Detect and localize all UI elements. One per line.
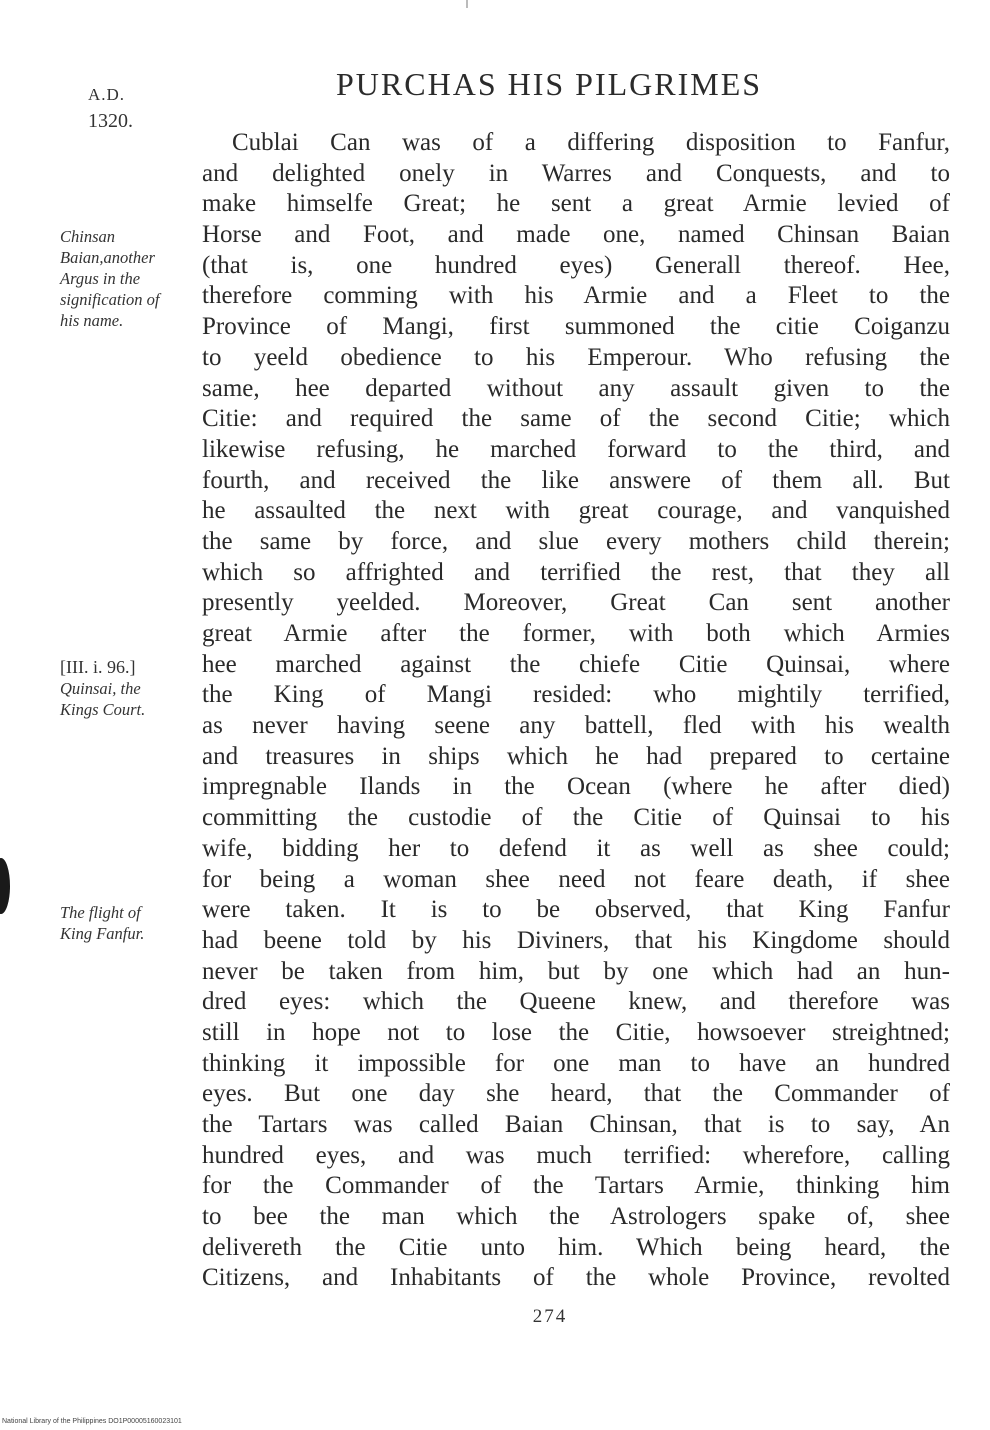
body-line: to bee the man which the Astrologers spake of, shee: [202, 1203, 950, 1231]
body-line: the same by force, and slue every mothers child therein;: [202, 527, 950, 555]
body-line: committing the custodie of the Citie of Quinsai to his: [202, 804, 950, 832]
body-line: and delighted onely in Warres and Conquests, and to: [202, 159, 950, 187]
body-line: Citie: and required the same of the second Citie; which: [202, 405, 950, 433]
body-line: delivereth the Citie unto him. Which being heard, the: [202, 1233, 950, 1261]
body-line: great Armie after the former, with both which Armies: [202, 620, 950, 647]
margin-note-flight: [60, 902, 200, 944]
body-line: therefore comming with his Armie and a Fleet to the: [202, 282, 950, 310]
page-number: 274: [532, 1306, 568, 1327]
margin-note-line: King Fanfur.: [60, 924, 145, 943]
body-line: were taken. It is to be observed, that King Fanfur: [202, 896, 950, 924]
margin-note-quinsai: [60, 657, 200, 720]
year-label: [88, 82, 168, 134]
margin-note-line: The flight of: [60, 903, 141, 922]
margin-note-line: Baian,another: [60, 248, 155, 267]
page-title: PURCHAS HIS PILGRIMES: [336, 66, 763, 102]
body-line: for being a woman shee need not feare death, if shee: [202, 865, 950, 893]
body-line: for the Commander of the Tartars Armie, thinking him: [202, 1172, 950, 1200]
body-line: wife, bidding her to defend it as well as shee could;: [202, 834, 950, 862]
body-line: the King of Mangi resided: who mightily terrified,: [202, 681, 950, 709]
body-line: (that is, one hundred eyes) Generall thereof. Hee,: [202, 251, 950, 279]
margin-note-line: signification of: [60, 290, 160, 309]
body-line: impregnable Ilands in the Ocean (where he after died): [202, 773, 950, 801]
margin-note-chinsan: [60, 226, 200, 331]
top-mark: [466, 0, 468, 8]
body-line: he assaulted the next with great courage, and vanquished: [202, 497, 950, 525]
body-line: never be taken from him, but by one which had an hun-: [202, 957, 950, 985]
body-line: fourth, and received the like answere of them all. But: [202, 466, 950, 494]
body-line: Horse and Foot, and made one, named Chinsan Baian: [202, 221, 950, 249]
margin-note-line: Kings Court.: [60, 700, 146, 719]
body-line: which so affrighted and terrified the rest, that they all: [202, 558, 950, 586]
body-line: dred eyes: which the Queene knew, and therefore was: [202, 988, 950, 1016]
body-line: eyes. But one day she heard, that the Commander of: [202, 1080, 950, 1108]
library-footer: National Library of the Philippines DO1P00005160023101: [2, 1418, 182, 1425]
body-line: to yeeld obedience to his Emperour. Who refusing the: [202, 343, 950, 371]
margin-note-line: Quinsai, the: [60, 679, 141, 698]
margin-note-line: Argus in the: [60, 269, 141, 288]
margin-note-line: his name.: [60, 311, 124, 330]
body-line: Citizens, and Inhabitants of the whole Province, revolted: [202, 1264, 950, 1292]
body-line: same, hee departed without any assault given to the: [202, 374, 950, 402]
margin-note-reference: [III. i. 96.]: [60, 657, 136, 677]
body-line: presently yeelded. Moreover, Great Can sent another: [202, 589, 950, 617]
body-line: hundred eyes, and was much terrified: wherefore, calling: [202, 1141, 950, 1169]
body-line: and treasures in ships which he had prepared to certaine: [202, 742, 950, 770]
body-text: [202, 128, 950, 1294]
body-line: make himselfe Great; he sent a great Armie levied of: [202, 190, 950, 218]
body-line: thinking it impossible for one man to have an hundred: [202, 1049, 950, 1077]
year-value: 1320.: [88, 110, 133, 132]
body-line: as never having seene any battell, fled with his wealth: [202, 712, 950, 740]
body-line: still in hope not to lose the Citie, howsoever streightned;: [202, 1018, 950, 1046]
body-line: had beene told by his Diviners, that his Kingdome should: [202, 926, 950, 954]
body-line: the Tartars was called Baian Chinsan, that is to say, An: [202, 1111, 950, 1138]
body-line: likewise refusing, he marched forward to the third, and: [202, 435, 950, 463]
year-era: A.D.: [88, 85, 126, 104]
body-line: Cublai Can was of a differing disposition to Fanfur,: [232, 129, 950, 156]
margin-note-line: Chinsan: [60, 227, 116, 246]
body-line: Province of Mangi, first summoned the citie Coiganzu: [202, 313, 950, 341]
body-line: hee marched against the chiefe Citie Quinsai, where: [202, 650, 950, 678]
edge-blot: [0, 858, 10, 914]
